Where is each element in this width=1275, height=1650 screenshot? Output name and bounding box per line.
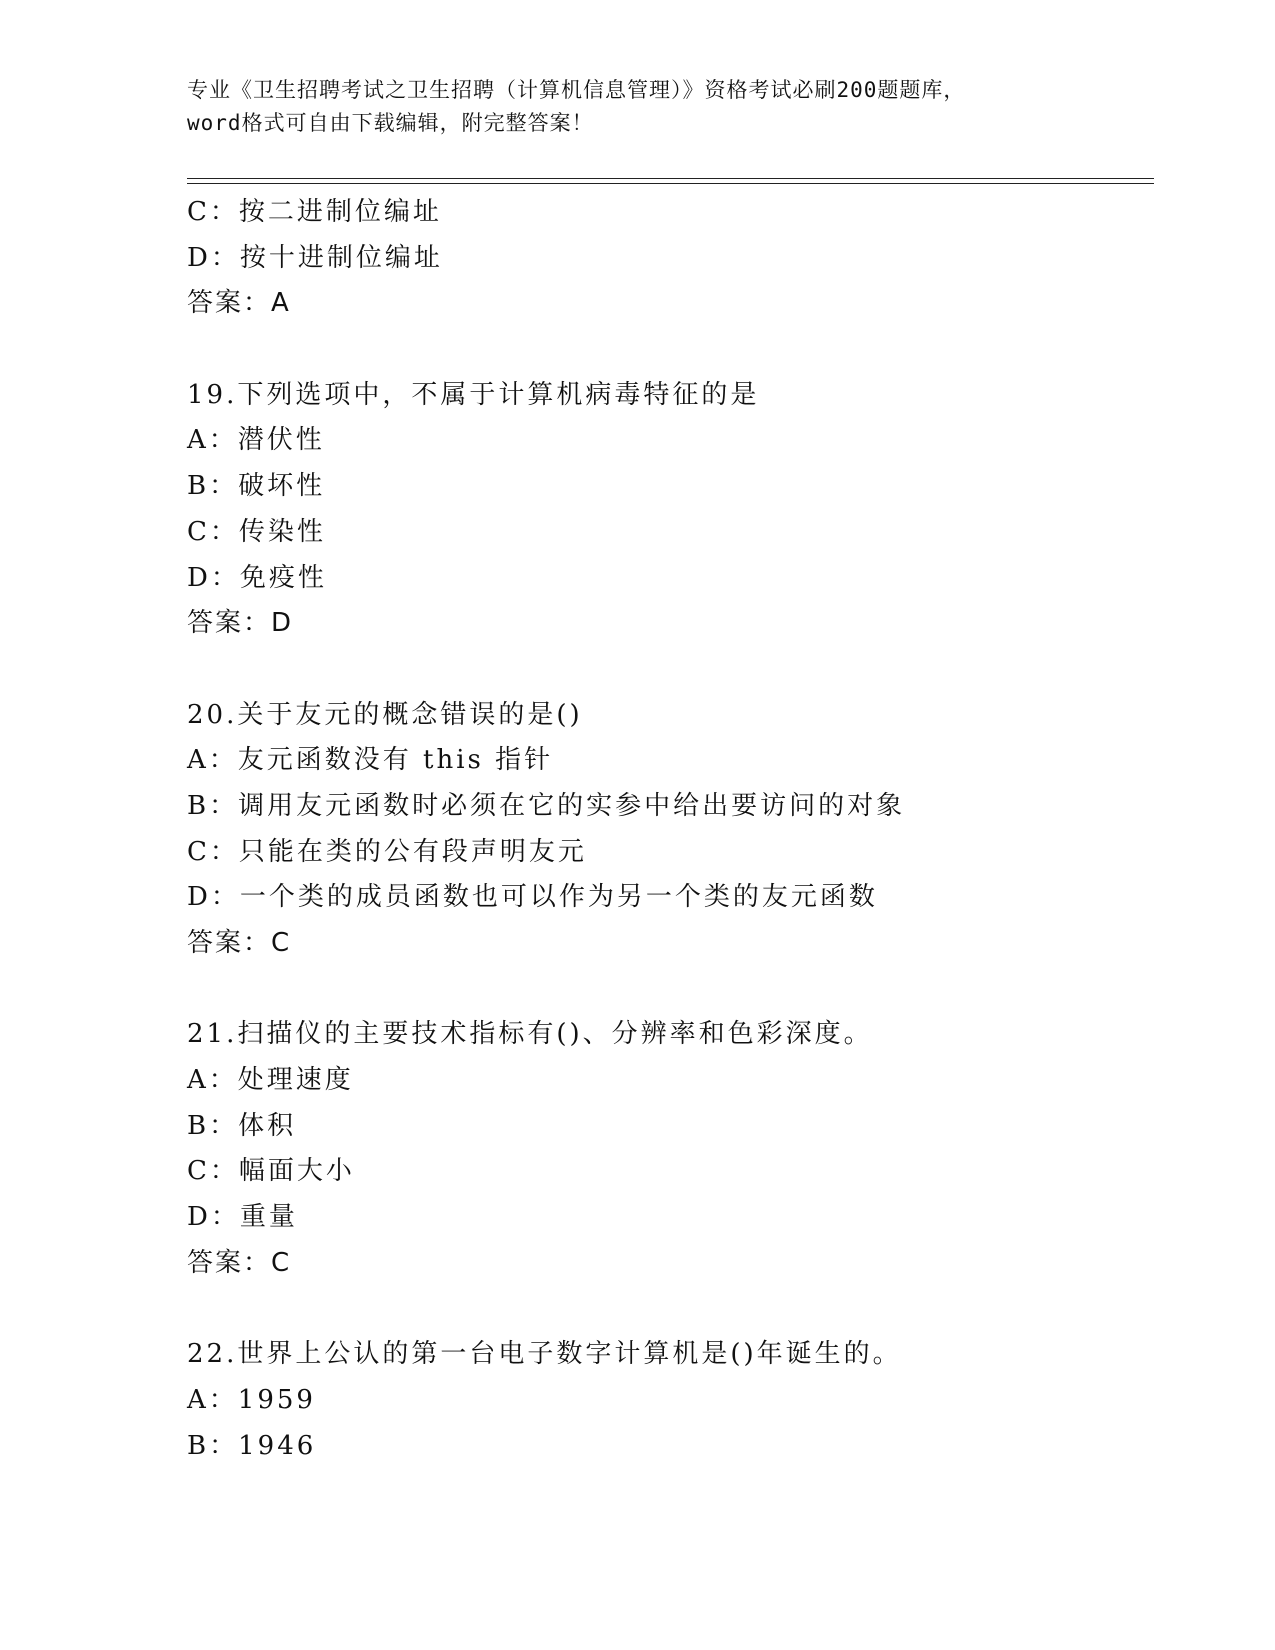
answer-line: 答案：A (187, 288, 291, 319)
option-a: A：潜伏性 (187, 425, 325, 456)
spacer (187, 1287, 1147, 1333)
answer-line: 答案：C (187, 1247, 292, 1278)
question-title: 19.下列选项中，不属于计算机病毒特征的是 (187, 379, 760, 410)
spacer (187, 967, 1147, 1013)
option-b: B：体积 (187, 1110, 297, 1141)
question-title: 21.扫描仪的主要技术指标有()、分辨率和色彩深度。 (187, 1019, 873, 1050)
option-c: C：传染性 (187, 516, 326, 547)
option-d: D：免疫性 (187, 562, 327, 593)
option-d: D：一个类的成员函数也可以作为另一个类的友元函数 (187, 882, 878, 913)
question-title: 20.关于友元的概念错误的是() (187, 699, 583, 730)
option-b: B：破坏性 (187, 471, 326, 502)
header-line-2: word格式可自由下载编辑，附完整答案！ (187, 111, 594, 135)
header-divider-top (187, 178, 1154, 179)
option-c: C：幅面大小 (187, 1156, 355, 1187)
answer-line: 答案：C (187, 928, 292, 958)
option-a: A：1959 (187, 1384, 316, 1415)
document-header (187, 74, 1087, 140)
spacer (187, 647, 1147, 693)
question-title: 22.世界上公认的第一台电子数字计算机是()年诞生的。 (187, 1339, 902, 1370)
spacer (187, 327, 1147, 373)
option-d: D：按十进制位编址 (187, 242, 443, 273)
option-c: C：只能在类的公有段声明友元 (187, 836, 587, 867)
option-b: B：1946 (187, 1430, 317, 1461)
option-a: A：友元函数没有 this 指针 (187, 745, 554, 776)
option-d: D：重量 (187, 1202, 298, 1233)
header-divider-bottom (187, 183, 1154, 184)
answer-line: 答案：D (187, 608, 294, 639)
option-c: C：按二进制位编址 (187, 197, 442, 227)
option-b: B：调用友元函数时必须在它的实参中给出要访问的对象 (187, 790, 906, 821)
header-line-1: 专业《卫生招聘考试之卫生招聘（计算机信息管理）》资格考试必刷200题题库， (187, 78, 966, 102)
question-list (187, 190, 1147, 1469)
option-a: A：处理速度 (187, 1065, 354, 1096)
